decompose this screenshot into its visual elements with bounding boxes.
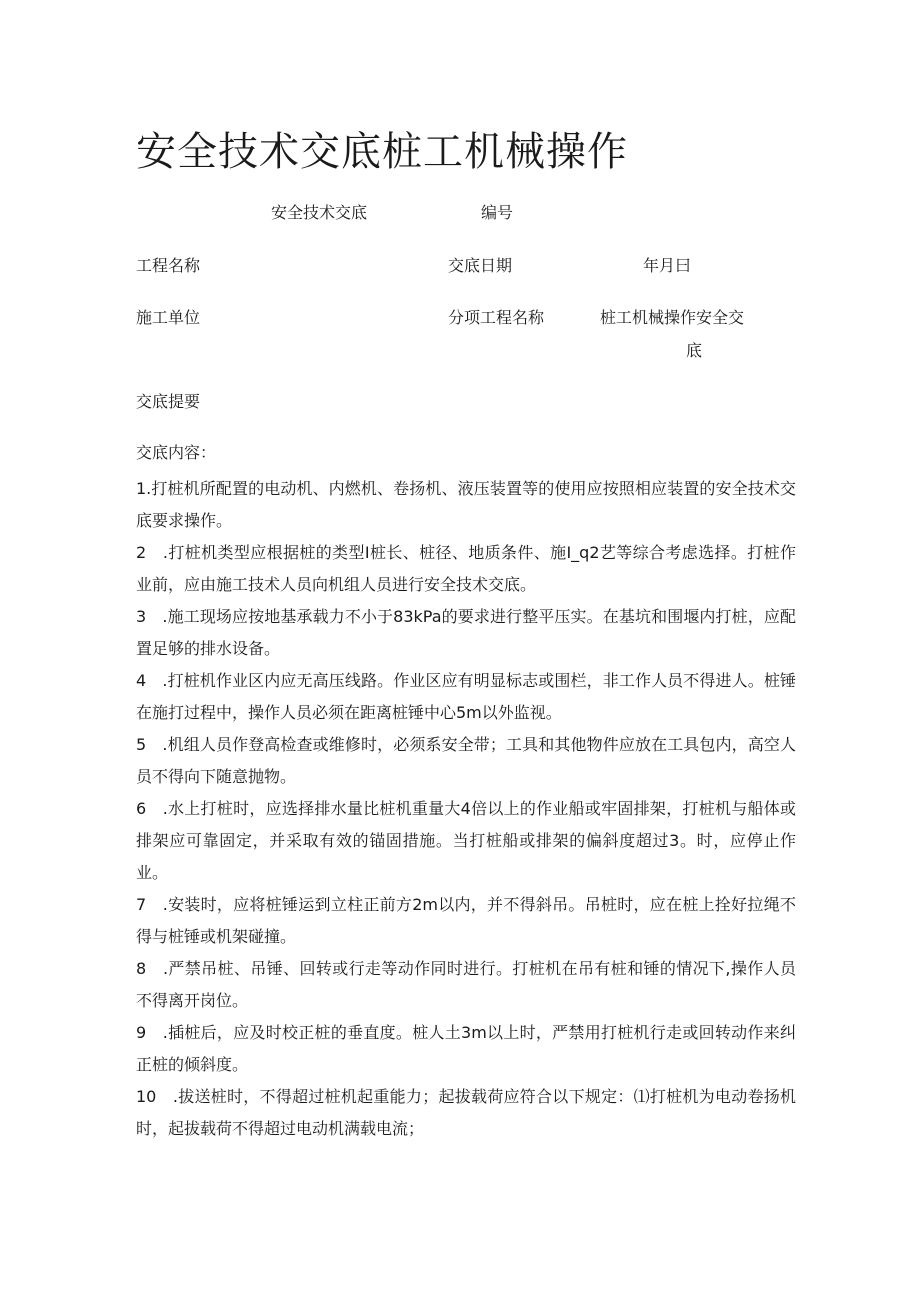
summary-label: 交底提要 bbox=[136, 392, 201, 411]
content-item-7: 7 .安装时，应将桩锤运到立柱正前方2m以内，并不得斜吊。吊桩时，应在桩上拴好拉绳不得与桩锤或机架碰撞。 bbox=[136, 895, 796, 946]
content-item-3: 3 .施工现场应按地基承载力不小于83kPa的要求进行整平压实。在基坑和围堰内打桩，应配置足够的排水设备。 bbox=[136, 607, 796, 658]
content-item-4: 4 .打桩机作业区内应无高压线路。作业区应有明显标志或围栏，非工作人员不得进人。桩锤在施打过程中，操作人员必须在距离桩锤中心5m以外监视。 bbox=[136, 671, 796, 722]
subproject-label: 分项工程名称 bbox=[448, 308, 545, 327]
construction-unit-label: 施工单位 bbox=[136, 308, 201, 327]
number-label: 编号 bbox=[481, 203, 514, 222]
date-label: 交底日期 bbox=[448, 256, 513, 275]
doc-type-label: 安全技术交底 bbox=[271, 203, 368, 222]
content-item-10: 10 .拔送桩时，不得超过桩机起重能力；起拔载荷应符合以下规定：⑴打桩机为电动卷扬机时，起拔载荷不得超过电动机满载电流； bbox=[136, 1087, 796, 1138]
subproject-value-line2: 底 bbox=[686, 341, 703, 360]
content-item-1: 1.打桩机所配置的电动机、内燃机、卷扬机、液压装置等的使用应按照相应装置的安全技术交底要求操作。 bbox=[136, 479, 796, 530]
document-title: 安全技术交底桩工机械操作 bbox=[136, 129, 628, 175]
content-item-5: 5 .机组人员作登高检查或维修时，必须系安全带；工具和其他物件应放在工具包内，高空人员不得向下随意抛物。 bbox=[136, 735, 796, 786]
project-name-label: 工程名称 bbox=[136, 256, 201, 275]
content-section bbox=[136, 442, 796, 1145]
content-item-6: 6 .水上打桩时，应选择排水量比桩机重量大4倍以上的作业船或牢固排架，打桩机与船体或排架应可靠固定，并采取有效的锚固措施。当打桩船或排架的偏斜度超过3。时，应停止作业。 bbox=[136, 799, 796, 882]
subproject-value-line1: 桩工机械操作安全交 bbox=[600, 308, 745, 327]
content-item-2: 2 .打桩机类型应根据桩的类型I桩长、桩径、地质条件、施I_q2艺等综合考虑选择。打桩作业前，应由施工技术人员向机组人员进行安全技术交底。 bbox=[136, 543, 796, 594]
date-value: 年月曰 bbox=[643, 256, 692, 275]
content-item-9: 9 .插桩后，应及时校正桩的垂直度。桩人土3m以上时，严禁用打桩机行走或回转动作来纠正桩的倾斜度。 bbox=[136, 1023, 796, 1074]
content-intro: 交底内容： bbox=[136, 443, 217, 462]
content-item-8: 8 .严禁吊桩、吊锤、回转或行走等动作同时进行。打桩机在吊有桩和锤的情况下,操作人员不得离开岗位。 bbox=[136, 959, 796, 1010]
